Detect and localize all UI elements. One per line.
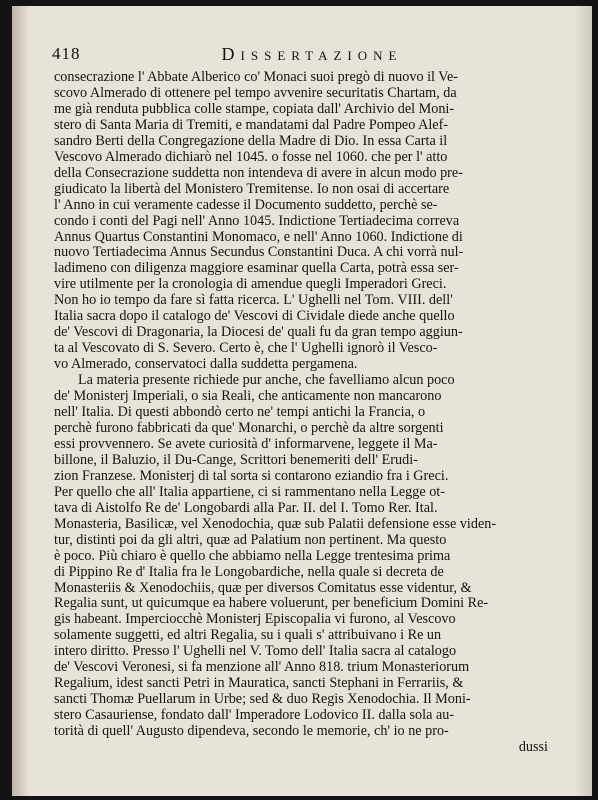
text-line: de' Vescovi di Dragonaria, la Diocesi de' quali fu da gran tempo aggiun-	[54, 324, 463, 341]
text-line: sandro Berti della Congregazione della Madre di Dio. In essa Carta il	[54, 132, 448, 149]
text-line: tur, distinti poi da gli altri, quæ ad Palatium non pertinent. Ma questo	[54, 531, 447, 548]
text-line: Regalia sunt, ut quicumque ea habere voluerunt, per beneficium Domini Re-	[54, 595, 489, 612]
text-line: solamente suggetti, ed altri Regalia, su i quali s' attribuivano i Re un	[54, 627, 442, 644]
text-line: scovo Almerado di ottenere pel tempo avvenire securitatis Chartam, da	[54, 84, 457, 101]
text-line: condo i conti del Pagi nell' Anno 1045. Indictione Tertiadecima correva	[54, 212, 460, 229]
text-line: intero diritto. Presso l' Ughelli nel V. Tomo dell' Italia sacra al catalogo	[54, 643, 457, 660]
text-line: Regalium, idest sancti Petri in Mauratica, sancti Stephani in Ferrariis, &	[54, 675, 464, 692]
text-line: vo Almerado, conservatoci dalla suddetta pergamena.	[54, 356, 358, 373]
text-line: tava di Aistolfo Re de' Longobardi alla Par. II. del I. Tomo Rer. Ital.	[54, 499, 438, 516]
text-line: gis habeant. Imperciocchè Monisterj Episcopalia vi furono, al Vescovo	[54, 611, 456, 628]
page-left-shadow	[12, 6, 30, 796]
book-page	[12, 6, 592, 796]
text-line: è poco. Più chiaro è quello che abbiamo nella Legge trentesima prima	[54, 547, 451, 564]
text-line: torità di quell' Augusto dipendeva, secondo le memorie, ch' io ne pro-	[54, 723, 449, 740]
text-line: Non ho io tempo da fare sì fatta ricerca. L' Ughelli nel Tom. VIII. dell'	[54, 292, 453, 309]
text-line: Per quello che all' Italia appartiene, ci si rammentano nella Legge ot-	[54, 483, 445, 500]
text-line: ta al Vescovato di S. Severo. Certo è, che l' Ughelli ignorò il Vesco-	[54, 340, 438, 357]
catchword: dussi	[518, 739, 548, 756]
text-line: vire utilmente per la cronologia di amendue quegli Imperadori Greci.	[54, 276, 447, 293]
text-line: nuovo Tertiadecima Annus Secundus Constantini Duca. A chi vorrà nul-	[54, 244, 464, 261]
text-line: essi provvennero. Se avete curiosità d' informarvene, leggete il Ma-	[54, 435, 438, 452]
text-line: di Pippino Re d' Italia fra le Longobardiche, nella quale si decreta de	[54, 563, 444, 580]
text-line: consecrazione l' Abbate Alberico co' Monaci suoi pregò di nuovo il Ve-	[54, 69, 458, 85]
text-line: de' Vescovi Veronesi, si fa menzione all' Anno 818. trium Monasteriorum	[54, 659, 470, 676]
text-line: zion Franzese. Monisterj di tal sorta si contarono eziandio fra i Greci.	[54, 467, 449, 484]
running-title: Dissertazione	[221, 44, 403, 64]
text-line: stero di Santa Maria di Tremiti, e mandatami dal Padre Pompeo Alef-	[54, 116, 449, 133]
text-line: ladimeno con diligenza maggiore esaminar quella Carta, potrà essa ser-	[54, 260, 459, 277]
text-line: nell' Italia. Di questi abbondò certo ne' tempi antichi la Francia, o	[54, 404, 426, 421]
text-line: Italia sacra dopo il catalogo de' Vescovi di Cividale diede anche quello	[54, 308, 455, 325]
text-line: Monasteriis & Xenodochiis, quæ per diversos Comitatus esse videntur, &	[54, 579, 472, 596]
page-right-shadow	[574, 6, 592, 796]
text-line: Vescovo Almerado dichiarò nel 1045. o fosse nel 1060. che per l' atto	[54, 148, 448, 165]
text-line: La materia presente richiede pur anche, che favelliamo alcun poco	[78, 372, 455, 389]
text-line: Monasteria, Basilicæ, vel Xenodochia, quæ sub Palatii defensione esse viden-	[54, 515, 497, 532]
page-number: 418	[52, 44, 81, 63]
text-line: perchè furono fabbricati da que' Monarchi, o perchè da altre sorgenti	[54, 419, 444, 436]
text-line: Annus Quartus Constantini Monomaco, e nell' Anno 1060. Indictione di	[54, 228, 463, 245]
text-line: stero Casauriense, fondato dall' Imperadore Lodovico II. dalla sola au-	[54, 707, 455, 724]
text-line: della Consecrazione suddetta non intendeva di avere in alcun modo pre-	[54, 164, 463, 181]
text-line: de' Monisterj Imperiali, o sia Reali, che anticamente non mancarono	[54, 388, 442, 405]
text-line: giudicato la libertà del Monistero Tremitense. Io non osai di accertare	[54, 180, 450, 197]
page-header	[52, 44, 572, 66]
text-line: billone, il Baluzio, il Du-Cange, Scrittori benemeriti dell' Erudi-	[54, 451, 418, 468]
text-line: sancti Thomæ Puellarum in Urbe; sed & duo Regis Xenodochia. Il Moni-	[54, 691, 471, 708]
body-text	[54, 70, 560, 756]
text-line: me già renduta pubblica colle stampe, copiata dall' Archivio del Moni-	[54, 100, 455, 117]
text-line: l' Anno in cui veramente cadesse il Documento suddetto, perchè se-	[54, 196, 438, 213]
